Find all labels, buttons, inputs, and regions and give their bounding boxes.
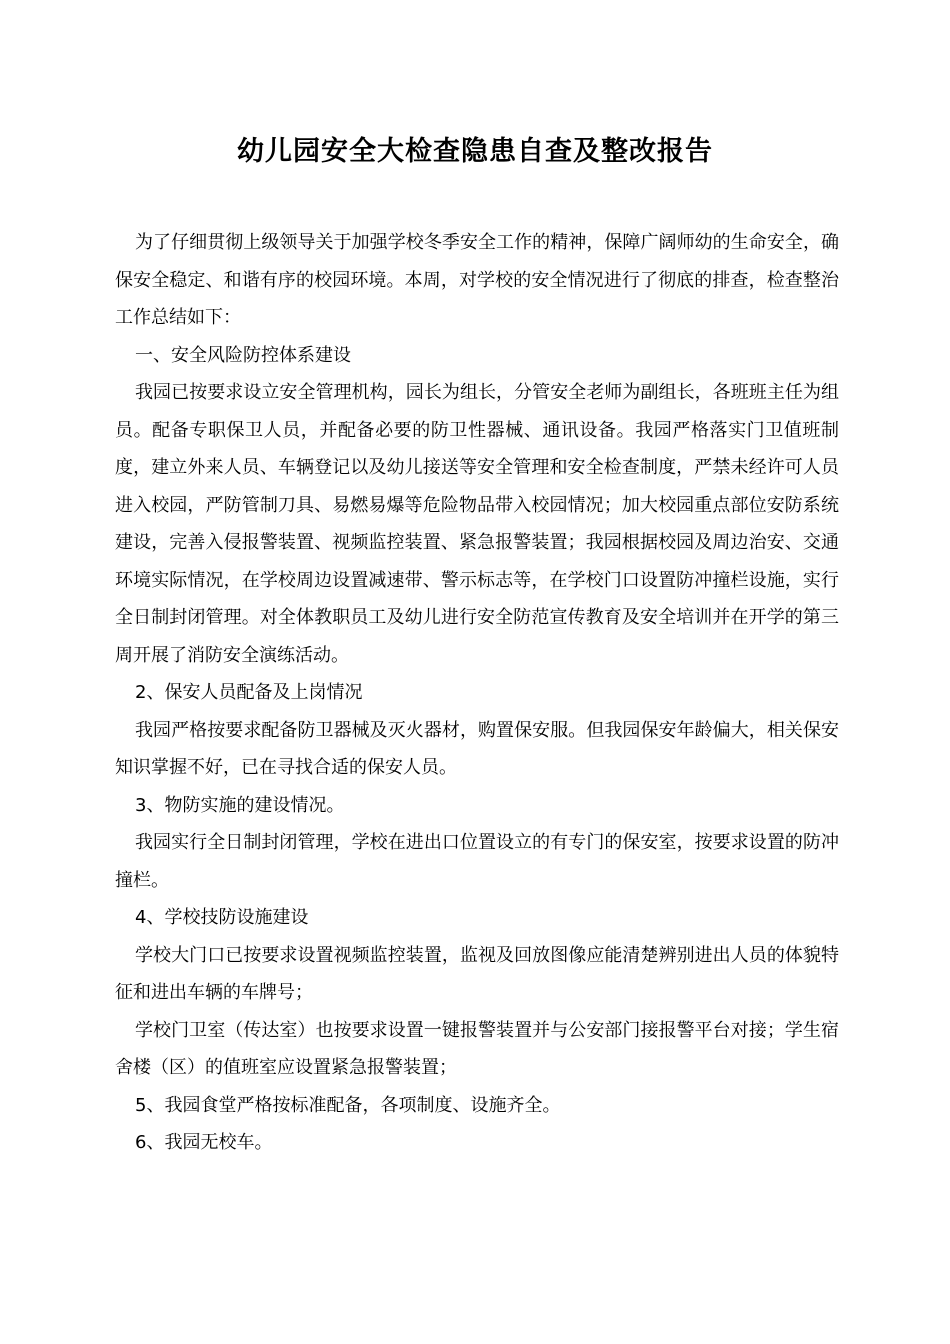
- section-3-paragraph: 我园实行全日制封闭管理，学校在进出口位置设立的有专门的保安室，按要求设置的防冲撞栏。: [115, 832, 839, 891]
- section-4-paragraph-1: 学校大门口已按要求设置视频监控装置，监视及回放图像应能清楚辨别进出人员的体貌特征和进出车辆的车牌号；: [115, 944, 839, 1003]
- section-5-item: 5、我园食堂严格按标准配备，各项制度、设施齐全。: [135, 1094, 561, 1116]
- section-heading-4: 4、学校技防设施建设: [135, 907, 309, 928]
- section-heading-3: 3、物防实施的建设情况。: [135, 794, 345, 816]
- section-heading-2: 2、保安人员配备及上岗情况: [135, 682, 363, 703]
- intro-paragraph: 为了仔细贯彻上级领导关于加强学校冬季安全工作的精神，保障广阔师幼的生命安全，确保安全稳定、和谐有序的校园环境。本周，对学校的安全情况进行了彻底的排查，检查整治工作总结如下：: [115, 232, 839, 328]
- section-2-paragraph: 我园严格按要求配备防卫器械及灭火器材，购置保安服。但我园保安年龄偏大，相关保安知识掌握不好，已在寻找合适的保安人员。: [115, 719, 839, 778]
- section-4-paragraph-2: 学校门卫室（传达室）也按要求设置一键报警装置并与公安部门接报警平台对接；学生宿舍楼（区）的值班室应设置紧急报警装置；: [115, 1019, 839, 1078]
- section-heading-1: 一、安全风险防控体系建设: [135, 344, 351, 366]
- section-1-paragraph: 我园已按要求设立安全管理机构，园长为组长，分管安全老师为副组长，各班班主任为组员。配备专职保卫人员，并配备必要的防卫性器械、通讯设备。我园严格落实门卫值班制度，建立外来人员、车辆登记以及幼儿接送等安全管理和安全检查制度，严禁未经许可人员进入校园，严防管制刀具、易燃易爆等危险物品带入校园情况；加大校园重点部位安防系统建设，完善入侵报警装置、视频监控装置、紧急报警装置；我园根据校园及周边治安、交通环境实际情况，在学校周边设置减速带、警示标志等，在学校门口设置防冲撞栏设施，实行全日制封闭管理。对全体教职员工及幼儿进行安全防范宣传教育及安全培训并在开学的第三周开展了消防安全演练活动。: [115, 382, 839, 666]
- document-body: [115, 224, 839, 1162]
- document-title: 幼儿园安全大检查隐患自查及整改报告: [237, 136, 713, 167]
- section-6-item: 6、我园无校车。: [135, 1132, 273, 1153]
